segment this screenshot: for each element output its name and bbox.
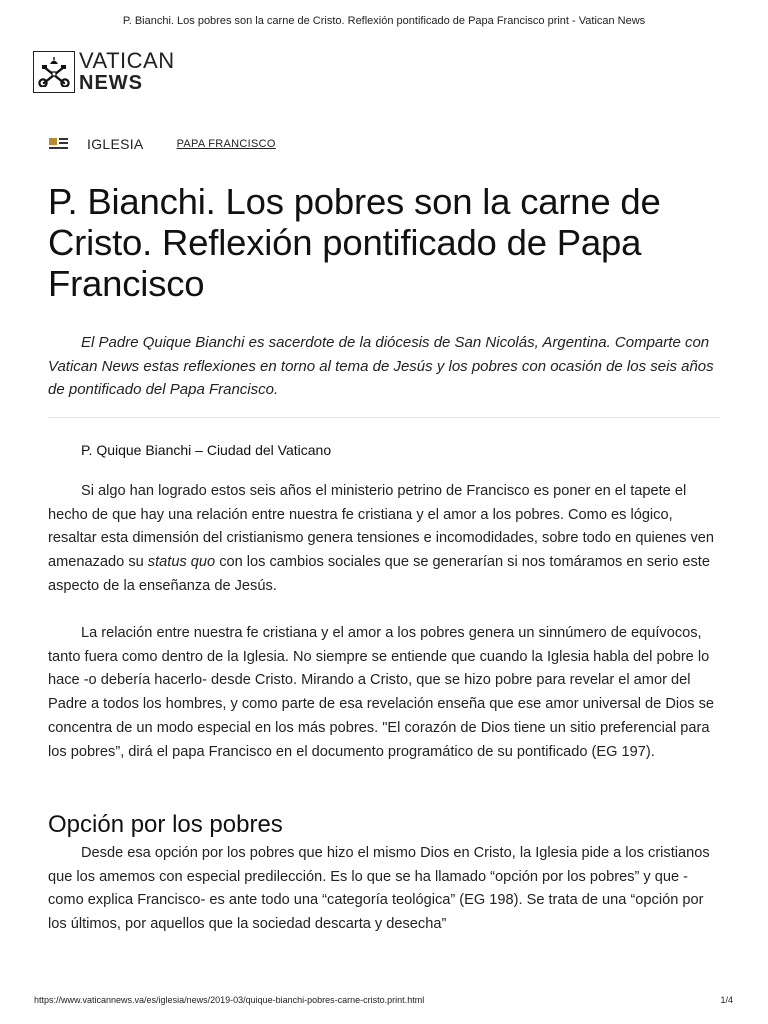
article-lead: El Padre Quique Bianchi es sacerdote de la diócesis de San Nicolás, Argentina. Comparte con Vatican News estas reflexiones en torno al tema de Jesús y los pobres con ocasión de los seis años de pontificado del Papa Francisco. <box>48 334 714 398</box>
paragraph-1 <box>48 480 723 599</box>
category-label[interactable]: IGLESIA <box>87 136 144 152</box>
divider <box>48 417 720 418</box>
logo-news: NEWS <box>79 72 143 94</box>
paragraph-1-text-a: Si algo han logrado estos seis años el ministerio petrino de Francisco es poner en el tapete el hecho de que hay una relación entre nuestra fe cristiana y el amor a los pobres. Como es lógico, resaltar esta dimensión del cristianismo genera tensiones e incomodidades, sobre todo en quienes ven amenazado su <box>48 483 715 571</box>
paragraph-2: La relación entre nuestra fe cristiana y el amor a los pobres genera un sinnúmero de equívocos, tanto fuera como dentro de la Iglesia. No siempre se entiende que cuando la Iglesia habla del pobre lo hace -o debería hacerlo- desde Cristo. Mirando a Cristo, que se hizo pobre para revelar el amor del Padre a todos los hombres, y como parte de esa revelación enseña que ese amor universal de Dios se concentra de un modo especial en los más pobres. "El corazón de Dios tiene un sitio preferencial para los pobres”, dirá el papa Francisco en el documento programático de su pontificado (EG 197). <box>48 625 715 760</box>
paragraph-3: Desde esa opción por los pobres que hizo el mismo Dios en Cristo, la Iglesia pide a los cristianos que los amemos con especial predilección. Es lo que se ha llamado “opción por los pobres” y que -como explica Francisco- es ante todo una “categoría teológica” (EG 198). Se trata de una “opción por los últimos, por aquellos que la sociedad descarta y desecha” <box>48 845 710 933</box>
vatican-news-logo[interactable] <box>33 50 175 93</box>
print-footer-page: 1/4 <box>720 995 733 1005</box>
section-title: Opción por los pobres <box>48 811 283 838</box>
print-footer-url: https://www.vaticannews.va/es/iglesia/news/2019-03/quique-bianchi-pobres-carne-cristo.print.html <box>34 995 425 1005</box>
paragraph-1-emphasis: status quo <box>147 554 216 571</box>
article-byline: P. Quique Bianchi – Ciudad del Vaticano <box>81 442 332 458</box>
papal-keys-icon <box>37 57 71 87</box>
category-link[interactable]: PAPA FRANCISCO <box>176 138 276 150</box>
article-title: P. Bianchi. Los pobres son la carne de Cristo. Reflexión pontificado de Papa Francisco <box>48 181 661 304</box>
print-header: P. Bianchi. Los pobres son la carne de Cristo. Reflexión pontificado de Papa Francisco print - Vatican News <box>122 15 646 27</box>
logo-vatican: VATICAN <box>79 48 175 73</box>
category-row <box>49 136 276 152</box>
paragraph-1-text-b: con los cambios sociales que se generarían si nos tomáramos en serio este aspecto de la enseñanza de Jesús. <box>48 554 710 594</box>
article-icon <box>49 136 69 152</box>
logo-emblem <box>33 51 75 93</box>
